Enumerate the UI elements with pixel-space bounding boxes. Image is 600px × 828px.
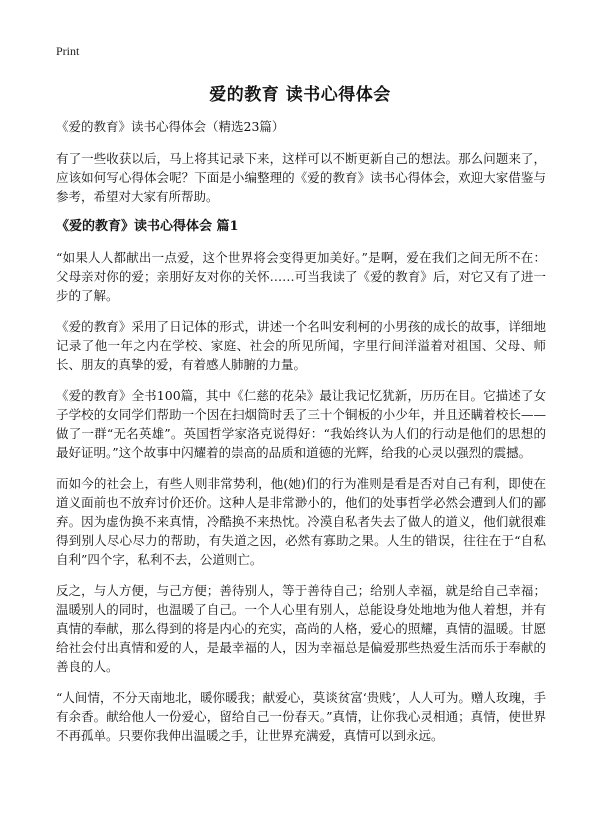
document-body <box>56 118 546 757</box>
body-paragraph: 反之，与人方便，与己方便；善待别人，等于善待自己；给别人幸福，就是给自己幸福；温暖别人的同时，也温暖了自己。一个人心里有别人，总能设身处地地为他人着想，并有真情的奉献，那么得到的将是内心的充实，高尚的人格，爱心的照耀，真情的温暖。甘愿给社会付出真情和爱的人，是最幸福的人，因为幸福总是偏爱那些热爱生活而乐于奉献的善良的人。 <box>56 583 546 674</box>
section-heading: 《爱的教育》读书心得体会 篇1 <box>56 219 239 234</box>
body-paragraph: 而如今的社会上，有些人则非常势利，他(她)们的行为准则是看是否对自己有利，即使在道义面前也不放弃讨价还价。这种人是非常渺小的，他们的处事哲学必然会遭到人们的鄙弃。因为虚伪换不来真情，冷酷换不来热忱。冷漠自私者失去了做人的道义，他们就很难得到别人尽心尽力的帮助，有失道之因，必然有寡助之果。人生的错误，往往在于“自私自利”四个字，私利不去，公道则亡。 <box>56 476 546 567</box>
body-paragraph: “如果人人都献出一点爱，这个世界将会变得更加美好。”是啊，爱在我们之间无所不在：父母亲对你的爱；亲朋好友对你的关怀……可当我读了《爱的教育》后，对它又有了进一步的了解。 <box>56 250 546 303</box>
body-paragraph: 《爱的教育》全书100篇，其中《仁慈的花朵》最让我记忆犹新，历历在目。它描述了女子学校的女同学们帮助一个因在扫烟筒时丢了三十个铜板的小少年，并且还瞒着校长——做了一群“无名英雄”。英国哲学家洛克说得好：“我始终认为人们的行动是他们的思想的最好证明。”这个故事中闪耀着的崇高的品质和道德的光辉，给我的心灵以强烈的震撼。 <box>56 388 546 460</box>
body-paragraph: 《爱的教育》采用了日记体的形式，讲述一个名叫安利柯的小男孩的成长的故事，详细地记录了他一年之内在学校、家庭、社会的所见所闻，字里行间洋溢着对祖国、父母、师长、朋友的真挚的爱，有着感人肺腑的力量。 <box>56 319 546 372</box>
page-title: 爱的教育 读书心得体会 <box>209 85 391 105</box>
print-link[interactable]: Print <box>56 44 80 58</box>
body-paragraph: “人间情，不分天南地北，暖你暖我；献爱心，莫谈贫富‘贵贱’，人人可为。赠人玫瑰，手有余香。献给他人一份爱心，留给自己一份春天。”真情，让你我心灵相通；真情，使世界不再孤单。只要你我伸出温暖之手，让世界充满爱，真情可以到永远。 <box>56 690 546 743</box>
document-subtitle: 《爱的教育》读书心得体会（精选23篇） <box>56 119 285 134</box>
intro-paragraph: 有了一些收获以后，马上将其记录下来，这样可以不断更新自己的想法。那么问题来了，应该如何写心得体会呢？下面是小编整理的《爱的教育》读书心得体会，欢迎大家借鉴与参考，希望对大家有所帮助。 <box>56 151 546 204</box>
